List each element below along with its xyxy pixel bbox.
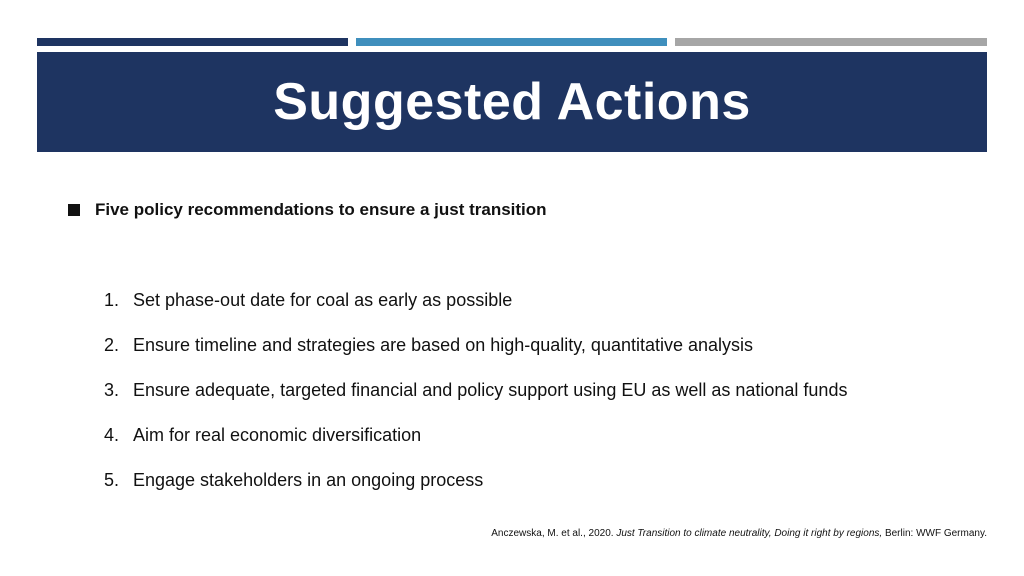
- citation: [491, 528, 987, 539]
- list-item: [104, 470, 847, 515]
- item-text: Set phase-out date for coal as early as possible: [133, 290, 513, 310]
- item-number: 1.: [104, 290, 120, 310]
- item-number: 4.: [104, 425, 120, 445]
- item-number: 5.: [104, 470, 120, 490]
- item-text: Ensure adequate, targeted financial and policy support using EU as well as national funds: [133, 380, 848, 400]
- accent-bar-gray: [675, 38, 987, 46]
- item-text: Ensure timeline and strategies are based on high-quality, quantitative analysis: [133, 335, 754, 355]
- accent-bar-light-blue: [356, 38, 667, 46]
- slide-title: Suggested Actions: [273, 73, 751, 131]
- recommendations-list: [104, 290, 847, 515]
- item-number: 3.: [104, 380, 120, 400]
- bullet-point: [68, 200, 547, 220]
- accent-bar-navy: [37, 38, 348, 46]
- title-band: [37, 52, 987, 152]
- item-text: Aim for real economic diversification: [133, 425, 422, 445]
- list-item: [104, 425, 847, 470]
- citation-authors: Anczewska, M. et al., 2020.: [491, 528, 617, 539]
- list-item: [104, 380, 847, 425]
- item-text: Engage stakeholders in an ongoing process: [133, 470, 484, 490]
- list-item: [104, 290, 847, 335]
- citation-publisher: Berlin: WWF Germany.: [882, 528, 987, 539]
- bullet-text: Five policy recommendations to ensure a just transition: [95, 200, 547, 219]
- item-number: 2.: [104, 335, 120, 355]
- list-item: [104, 335, 847, 380]
- square-bullet-icon: [68, 204, 80, 216]
- citation-title: Just Transition to climate neutrality, Doing it right by regions,: [616, 528, 883, 539]
